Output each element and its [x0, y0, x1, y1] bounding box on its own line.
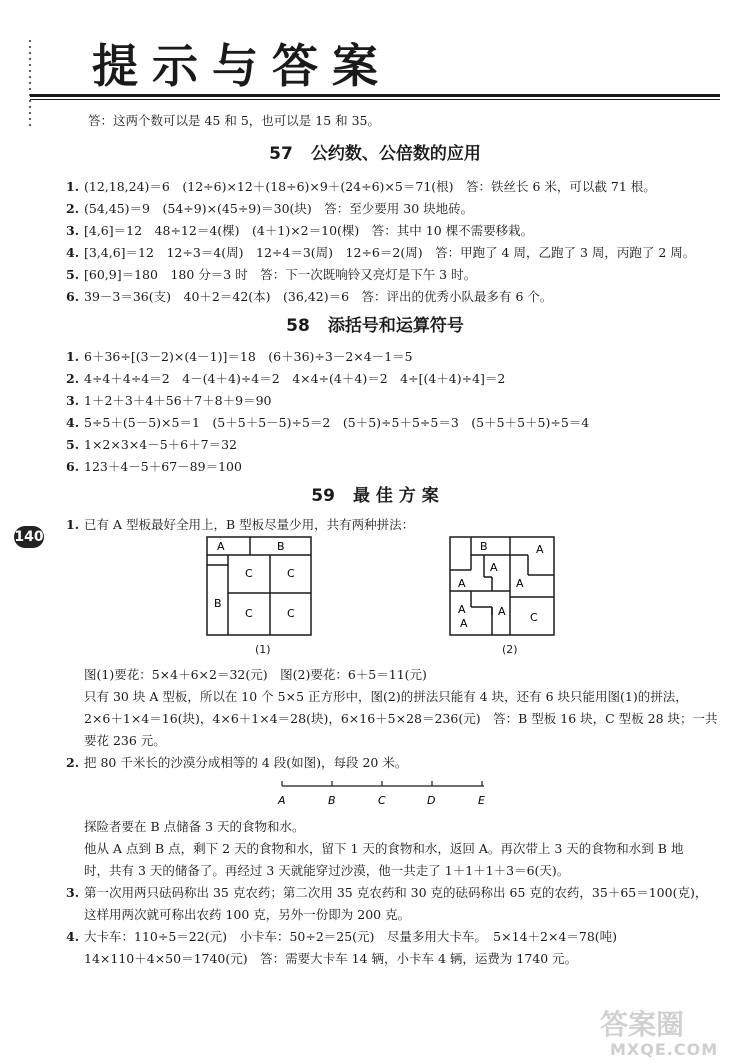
- fig1-label-c: C: [287, 567, 295, 580]
- intro-answer: 答：这两个数可以是 45 和 5，也可以是 15 和 35。: [88, 113, 381, 128]
- fig2-label-a: A: [458, 603, 466, 616]
- point-label: A: [278, 794, 286, 807]
- decorative-dots: [28, 38, 32, 130]
- page-number-badge: 140: [14, 526, 44, 548]
- answer-item: 3. [4,6]＝12 48÷12＝4(棵) (4＋1)×2＝10(棵) 答：其中 10 棵不需要移栽。: [66, 223, 534, 238]
- fig2-label-a: A: [458, 577, 466, 590]
- point-label: E: [478, 794, 485, 807]
- fig1-label-c: C: [245, 567, 253, 580]
- section-title: 最 佳 方 案: [352, 486, 439, 506]
- fig1-label-c: C: [287, 607, 295, 620]
- fig2-label-a: A: [516, 577, 524, 590]
- answer-item: 1. (12,18,24)＝6 (12÷6)×12＋(18÷6)×9＋(24÷6)×5＝71(根) 答：铁丝长 6 米，可以截 71 根。: [66, 179, 656, 194]
- problem-4-line: 4. 大卡车：110÷5＝22(元) 小卡车：50÷2＝25(元) 尽量多用大卡车。 5×14＋2×4＝78(吨): [66, 929, 618, 944]
- answer-item: 2. (54,45)＝9 (54÷9)×(45÷9)＝30(块) 答：至少要用 30 块地砖。: [66, 201, 474, 216]
- fig2-label-c: C: [530, 611, 538, 624]
- section-title: 添括号和运算符号: [327, 316, 464, 336]
- problem-2-intro: 2. 把 80 千米长的沙漠分成相等的 4 段(如图)，每段 20 米。: [66, 755, 408, 770]
- fig1-label-a: A: [217, 540, 225, 553]
- section-58-heading: [0, 314, 750, 338]
- problem-1-line: 只有 30 块 A 型板，所以在 10 个 5×5 正方形中，图(2)的拼法只能有 4 块，还有 6 块只能用图(1)的拼法，: [84, 689, 688, 704]
- fig2-label-a: A: [536, 543, 544, 556]
- problem-1-line: 要花 236 元。: [84, 733, 166, 748]
- page-title: 提示与答案: [92, 39, 392, 93]
- answer-item: 6. 123＋4－5＋67－89＝100: [66, 459, 242, 474]
- section-title: 公约数、公倍数的应用: [310, 144, 481, 164]
- desert-segment-diagram: [270, 778, 500, 812]
- answer-item: 3. 1＋2＋3＋4＋56＋7＋8＋9＝90: [66, 393, 272, 408]
- answer-item: 5. 1×2×3×4－5＋6＋7＝32: [66, 437, 237, 452]
- point-label: D: [427, 794, 436, 807]
- fig1-label-b: B: [277, 540, 285, 553]
- fig2-label-a: A: [498, 605, 506, 618]
- answer-item: 4. [3,4,6]＝12 12÷3＝4(周) 12÷4＝3(周) 12÷6＝2(周) 答：甲跑了 4 周，乙跑了 3 周，丙跑了 2 周。: [66, 245, 696, 260]
- figure-2-caption: (2): [502, 643, 518, 656]
- answer-item: 2. 4÷4＋4÷4＝2 4－(4＋4)÷4＝2 4×4÷(4＋4)＝2 4÷[(4＋4)÷4]＝2: [66, 371, 506, 386]
- section-57-heading: [0, 142, 750, 166]
- answer-item: 6. 39－3＝36(支) 40＋2＝42(本) (36,42)＝6 答：评出的优秀小队最多有 6 个。: [66, 289, 553, 304]
- problem-4-line: 14×110＋4×50＝1740(元) 答：需要大卡车 14 辆，小卡车 4 辆，运费为 1740 元。: [84, 951, 578, 966]
- header-rule-thin: [30, 99, 720, 100]
- section-number: 59: [311, 486, 335, 506]
- fig2-label-a: A: [460, 617, 468, 630]
- section-number: 57: [269, 144, 293, 164]
- problem-3-line: 3. 第一次用两只砝码称出 35 克农药；第二次用 35 克农药和 30 克的砝码称出 65 克的农药，35＋65＝100(克)，: [66, 885, 708, 900]
- watermark-url: MXQE.COM: [610, 1040, 719, 1059]
- header-rule: [30, 94, 720, 97]
- problem-3-line: 这样用两次就可称出农药 100 克，另外一份即为 200 克。: [84, 907, 411, 922]
- answer-item: 1. 6＋36÷[(3－2)×(4－1)]＝18 (6＋36)÷3－2×4－1＝5: [66, 349, 413, 364]
- answer-item: 5. [60,9]＝180 180 分＝3 时 答：下一次既响铃又亮灯是下午 3 时。: [66, 267, 477, 282]
- section-59-heading: [0, 484, 750, 508]
- fig2-label-b: B: [480, 540, 488, 553]
- tiling-figure-1: [205, 535, 315, 639]
- problem-1-line: 图(1)要花：5×4＋6×2＝32(元) 图(2)要花：6＋5＝11(元): [84, 667, 427, 682]
- figure-1-caption: (1): [255, 643, 271, 656]
- tiling-figure-2: [448, 535, 558, 639]
- answer-item: 4. 5÷5＋(5－5)×5＝1 (5＋5＋5－5)÷5＝2 (5＋5)÷5＋5÷5＝3 (5＋5＋5＋5)÷5＝4: [66, 415, 590, 430]
- problem-2-line: 时，共有 3 天的储备了。再经过 3 天就能穿过沙漠，他一共走了 1＋1＋1＋3＝6(天)。: [84, 863, 570, 878]
- fig1-label-b: B: [214, 597, 222, 610]
- problem-1-line: 2×6＋1×4＝16(块)，4×6＋1×4＝28(块)，6×16＋5×28＝236(元) 答：B 型板 16 块，C 型板 28 块；一共: [84, 711, 718, 726]
- problem-2-line: 他从 A 点到 B 点，剩下 2 天的食物和水，留下 1 天的食物和水，返回 A。再次带上 3 天的食物和水到 B 地: [84, 841, 684, 856]
- point-label: B: [328, 794, 336, 807]
- fig2-label-a: A: [490, 561, 498, 574]
- problem-2-line: 探险者要在 B 点储备 3 天的食物和水。: [84, 819, 305, 834]
- fig1-label-c: C: [245, 607, 253, 620]
- problem-1-intro: 1. 已有 A 型板最好全用上，B 型板尽量少用，共有两种拼法：: [66, 517, 415, 532]
- point-label: C: [378, 794, 386, 807]
- section-number: 58: [286, 316, 310, 336]
- watermark-logo: 答案圈: [600, 1008, 685, 1041]
